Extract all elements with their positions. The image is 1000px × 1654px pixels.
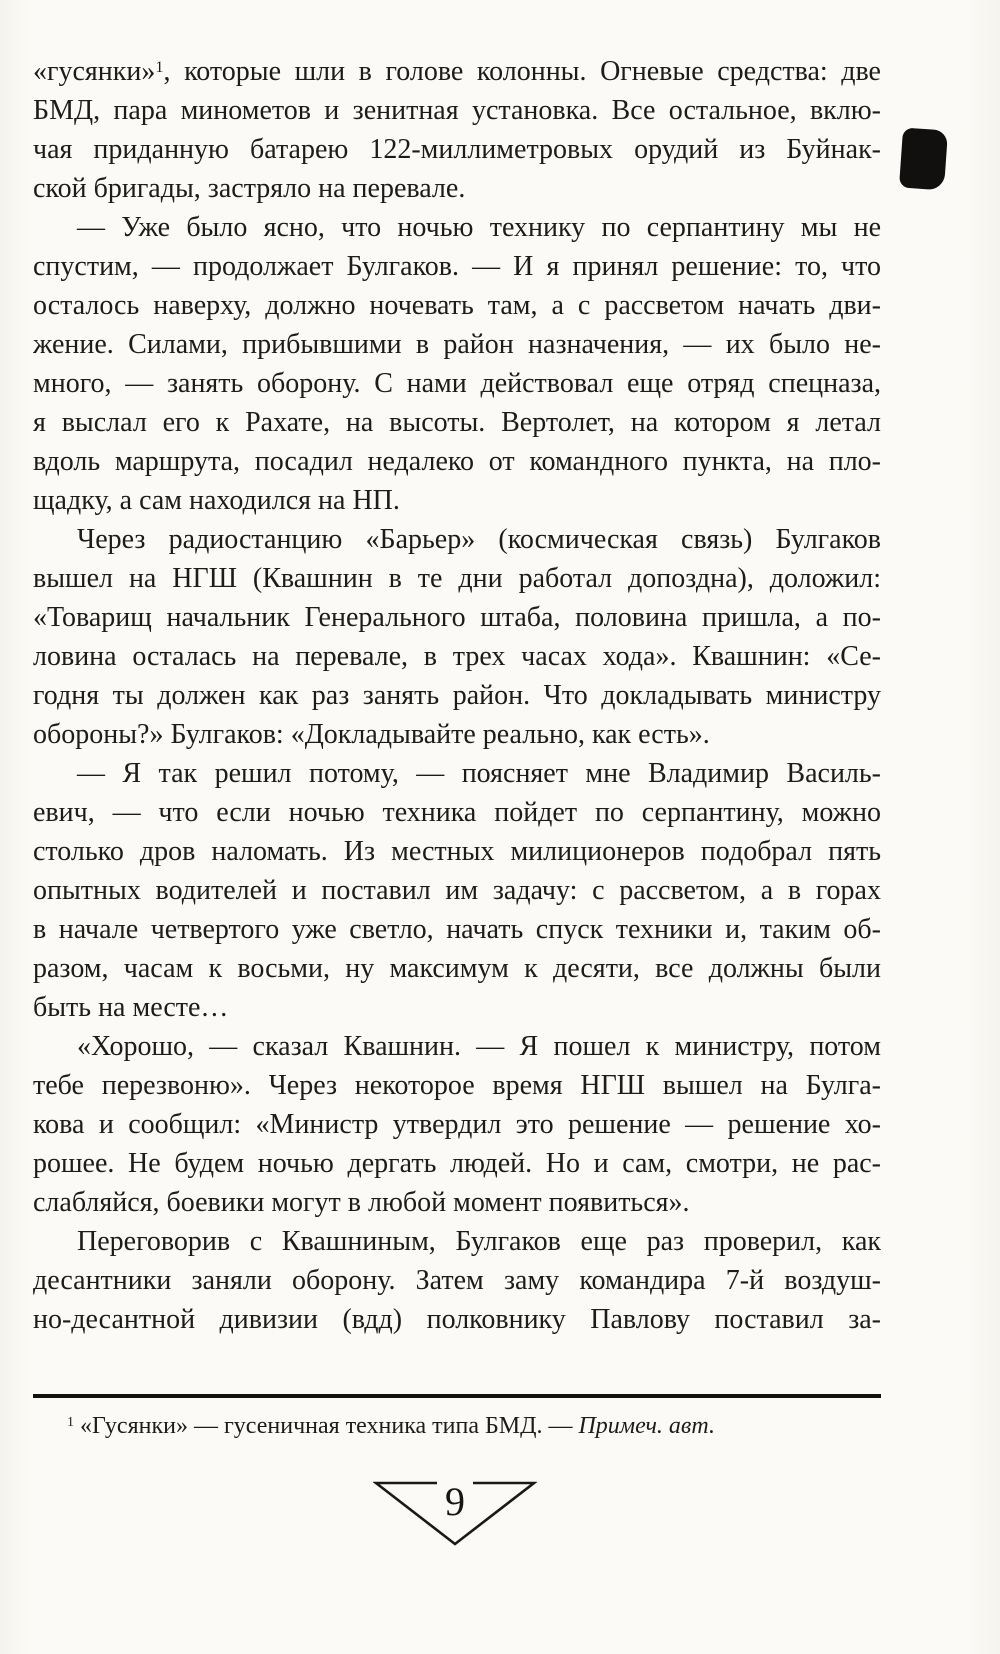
- text-line: чая приданную батарею 122-миллиметровых орудий из Буйнак-: [33, 134, 881, 165]
- text-line: Через радиостанцию «Барьер» (космическая связь) Булгаков: [77, 524, 881, 555]
- footnote-marker: 1: [155, 57, 164, 76]
- paragraph: [33, 52, 881, 208]
- footnote-text: «Гусянки» — гусеничная техника типа БМД. —: [73, 1413, 579, 1439]
- text-line: быть на месте…: [33, 992, 229, 1023]
- footnote-separator: [33, 1394, 881, 1398]
- text-line: рошее. Не будем ночью дергать людей. Но и сам, смотри, не рас-: [33, 1148, 881, 1179]
- text-block: [33, 52, 881, 1339]
- text-line: осталось наверху, должно ночевать там, а с рассветом начать дви-: [33, 290, 881, 321]
- text-line: «Хорошо, — сказал Квашнин. — Я пошел к министру, потом: [77, 1031, 881, 1062]
- paragraph: [33, 520, 881, 754]
- text-line: — Я так решил потому, — поясняет мне Владимир Василь-: [77, 758, 881, 789]
- page-number: 9: [445, 1479, 465, 1524]
- text-line: вышел на НГШ (Квашнин в те дни работал допоздна), доложил:: [33, 563, 881, 594]
- scan-artifact: [899, 128, 948, 191]
- text-line: кова и сообщил: «Министр утвердил это решение — решение хо-: [33, 1109, 881, 1140]
- text-line: щадку, а сам находился на НП.: [33, 485, 400, 516]
- text-line: ловина осталась на перевале, в трех часах хода». Квашнин: «Се-: [33, 641, 881, 672]
- text-line: жение. Силами, прибывшими в район назначения, — их было не-: [33, 329, 881, 360]
- text-line: Переговорив с Квашниным, Булгаков еще раз проверил, как: [77, 1226, 881, 1257]
- line-text: , которые шли в голове колонны. Огневые средства: две: [163, 56, 881, 87]
- paragraph: [33, 208, 881, 520]
- text-line: в начале четвертого уже светло, начать спуск техники и, таким об-: [33, 914, 881, 945]
- footnoted-word: «гусянки»: [33, 56, 156, 87]
- page-number-ornament: [373, 1474, 537, 1552]
- text-line: ской бригады, застряло на перевале.: [33, 173, 466, 204]
- text-line: много, — занять оборону. С нами действовал еще отряд спецназа,: [33, 368, 881, 399]
- text-line: — Уже было ясно, что ночью технику по серпантину мы не: [77, 212, 881, 243]
- text-line: слабляйся, боевики могут в любой момент появиться».: [33, 1187, 690, 1218]
- text-line: но-десантной дивизии (вдд) полковнику Павлову поставил за-: [33, 1304, 881, 1335]
- paragraph: [33, 754, 881, 1027]
- footnote-marker: 1: [67, 1415, 74, 1431]
- text-line: «Товарищ начальник Генерального штаба, половина пришла, а по-: [33, 602, 881, 633]
- text-line: тебе перезвоню». Через некоторое время НГШ вышел на Булга-: [33, 1070, 881, 1101]
- text-line: разом, часам к восьми, ну максимум к десяти, все должны были: [33, 953, 881, 984]
- text-line: годня ты должен как раз занять район. Что докладывать министру: [33, 680, 881, 711]
- text-line: вдоль маршрута, посадил недалеко от командного пункта, на пло-: [33, 446, 881, 477]
- footnote: [33, 1410, 881, 1443]
- text-line: спустим, — продолжает Булгаков. — И я принял решение: то, что: [33, 251, 881, 282]
- paragraph: [33, 1222, 881, 1339]
- text-line: [33, 52, 881, 91]
- text-line: я выслал его к Рахате, на высоты. Вертолет, на котором я летал: [33, 407, 881, 438]
- footnote-attribution: Примеч. авт.: [578, 1413, 715, 1439]
- text-line: обороны?» Булгаков: «Докладывайте реально, как есть».: [33, 719, 710, 750]
- text-line: столько дров наломать. Из местных милиционеров подобрал пять: [33, 836, 881, 867]
- text-line: опытных водителей и поставил им задачу: с рассветом, а в горах: [33, 875, 881, 906]
- text-line: евич, — что если ночью техника пойдет по серпантину, можно: [33, 797, 881, 828]
- paragraph: [33, 1027, 881, 1222]
- text-line: десантники заняли оборону. Затем заму командира 7-й воздуш-: [33, 1265, 881, 1296]
- text-line: БМД, пара минометов и зенитная установка. Все остальное, вклю-: [33, 95, 881, 126]
